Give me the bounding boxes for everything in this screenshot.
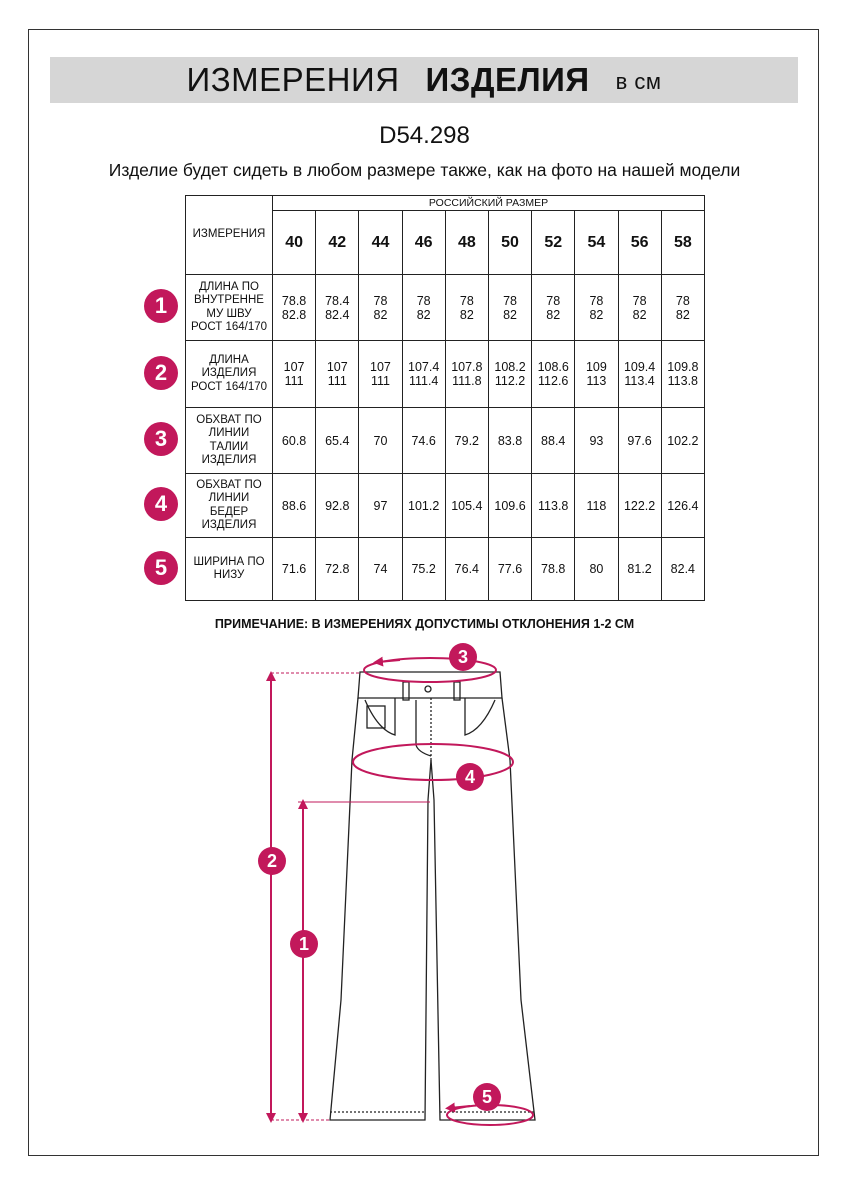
value-line: 107 bbox=[283, 360, 305, 374]
value-line: 76.4 bbox=[454, 562, 480, 576]
jeans-outline bbox=[330, 672, 535, 1120]
value-line: 109.8 bbox=[667, 360, 699, 374]
value-line: 113.8 bbox=[538, 498, 569, 513]
value-line: 78.8 bbox=[541, 562, 566, 576]
value-line: 78 bbox=[632, 293, 647, 308]
value-line: 74.6 bbox=[411, 433, 436, 448]
label-line: ТАЛИИ bbox=[209, 440, 249, 453]
fit-note: Изделие будет сидеть в любом размере также, как на фото на нашей модели bbox=[108, 160, 741, 180]
label-line: ОБХВАТ ПО bbox=[196, 413, 262, 426]
value-line: 78 bbox=[459, 293, 474, 308]
value-line: 111 bbox=[327, 374, 347, 388]
label-line: ИЗДЕЛИЯ bbox=[201, 454, 257, 466]
value-line: 108.2 bbox=[494, 360, 526, 374]
size-header: 48 bbox=[445, 211, 488, 275]
value-line: 78 bbox=[546, 293, 561, 308]
value-line: 82 bbox=[675, 307, 690, 322]
hip-ellipse bbox=[353, 744, 513, 780]
row-badge: 4 bbox=[144, 487, 178, 521]
value-line: 78 bbox=[503, 293, 517, 308]
label-line: МУ ШВУ bbox=[206, 307, 252, 320]
size-header: 40 bbox=[273, 211, 316, 275]
label-line: ОБХВАТ ПО bbox=[196, 478, 262, 491]
belt-loop-right bbox=[454, 682, 460, 700]
value-line: 111.8 bbox=[452, 374, 482, 388]
value-line: 126.4 bbox=[667, 498, 699, 513]
diagram-badge-waist: 3 bbox=[449, 643, 477, 671]
button bbox=[425, 686, 431, 692]
value-line: 83.8 bbox=[497, 433, 523, 448]
size-header: 50 bbox=[488, 211, 531, 275]
value-line: 82 bbox=[546, 307, 561, 322]
value-line: 74 bbox=[373, 562, 388, 576]
value-line: 122.2 bbox=[623, 498, 656, 513]
value-line: 107 bbox=[370, 360, 391, 374]
size-group-label: РОССИЙСКИЙ РАЗМЕР bbox=[273, 196, 705, 211]
value-line: 79.2 bbox=[454, 433, 480, 448]
value-line: 102.2 bbox=[667, 433, 699, 448]
value-line: 71.6 bbox=[281, 562, 307, 576]
value-line: 82 bbox=[416, 307, 431, 322]
value-line: 107 bbox=[326, 360, 348, 374]
value-line: 82 bbox=[459, 307, 474, 322]
value-line: 78.4 bbox=[325, 293, 350, 308]
value-line: 82 bbox=[632, 307, 647, 322]
value-line: 60.8 bbox=[281, 433, 307, 448]
label-line: РОСТ 164/170 bbox=[190, 380, 268, 393]
size-header: 54 bbox=[575, 211, 618, 275]
value-line: 105.4 bbox=[451, 498, 483, 513]
diagram-badge-hip: 4 bbox=[456, 763, 484, 791]
waistband bbox=[358, 672, 502, 698]
value-line: 111.4 bbox=[408, 374, 439, 388]
left-pocket bbox=[365, 698, 395, 735]
row-badge: 5 bbox=[144, 551, 178, 585]
value-line: 78 bbox=[373, 293, 388, 308]
label-line: ИЗДЕЛИЯ bbox=[201, 367, 257, 380]
diagram-badge-inseam: 1 bbox=[290, 930, 318, 958]
corner-label: ИЗМЕРЕНИЯ bbox=[186, 196, 273, 275]
value-line: 112.2 bbox=[494, 374, 526, 388]
diagram-badge-hem: 5 bbox=[473, 1083, 501, 1111]
value-line: 77.6 bbox=[497, 562, 523, 576]
value-line: 81.2 bbox=[627, 562, 652, 576]
label-line: ДЛИНА ПО bbox=[199, 280, 259, 293]
label-line: ИЗДЕЛИЯ bbox=[201, 519, 257, 531]
size-header: 46 bbox=[402, 211, 445, 275]
measurement-lines bbox=[271, 658, 533, 1125]
size-header: 42 bbox=[316, 211, 359, 275]
article-number: D54.298 bbox=[379, 122, 470, 149]
fly-curve bbox=[416, 700, 431, 756]
belt-loop-left bbox=[403, 682, 409, 700]
label-line: ДЛИНА bbox=[209, 353, 249, 366]
value-line: 107.4 bbox=[408, 360, 440, 374]
label-line: РОСТ 164/170 bbox=[190, 321, 268, 333]
size-header: 56 bbox=[618, 211, 661, 275]
right-pocket bbox=[465, 698, 495, 735]
value-line: 111 bbox=[370, 374, 390, 388]
value-line: 109 bbox=[585, 360, 607, 374]
value-line: 88.6 bbox=[281, 498, 307, 513]
value-line: 88.4 bbox=[541, 433, 566, 448]
value-line: 118 bbox=[586, 498, 607, 513]
value-line: 78 bbox=[416, 293, 431, 308]
title-part2: ИЗДЕЛИЯ bbox=[425, 61, 590, 98]
label-line: ЛИНИИ bbox=[208, 427, 250, 439]
size-header: 58 bbox=[661, 211, 704, 275]
row-badge: 1 bbox=[144, 289, 178, 323]
value-line: 107.8 bbox=[451, 360, 483, 374]
value-line: 75.2 bbox=[411, 562, 436, 576]
row-badge: 2 bbox=[144, 356, 178, 390]
value-line: 97 bbox=[373, 498, 388, 513]
value-line: 113.8 bbox=[667, 374, 699, 388]
value-line: 97.6 bbox=[627, 433, 652, 448]
value-line: 65.4 bbox=[325, 433, 350, 448]
diagram-badge-total-length: 2 bbox=[258, 847, 286, 875]
size-header: 44 bbox=[359, 211, 402, 275]
tolerance-note: ПРИМЕЧАНИЕ: В ИЗМЕРЕНИЯХ ДОПУСТИМЫ ОТКЛОНЕНИЯ 1-2 СМ bbox=[214, 617, 635, 631]
value-line: 111 bbox=[284, 374, 304, 388]
value-line: 112.6 bbox=[538, 374, 569, 388]
label-line: НИЗУ bbox=[213, 569, 245, 581]
value-line: 113.4 bbox=[624, 374, 655, 388]
value-line: 82.4 bbox=[325, 307, 350, 322]
title-part1: ИЗМЕРЕНИЯ bbox=[186, 61, 400, 98]
value-line: 109.6 bbox=[494, 498, 526, 513]
label-line: ВНУТРЕННЕ bbox=[194, 294, 264, 306]
row-badge: 3 bbox=[144, 422, 178, 456]
value-line: 82 bbox=[373, 307, 388, 322]
value-line: 82 bbox=[503, 307, 517, 322]
size-header: 52 bbox=[532, 211, 575, 275]
value-line: 82.4 bbox=[670, 562, 696, 576]
value-line: 78 bbox=[589, 293, 604, 308]
value-line: 72.8 bbox=[325, 562, 350, 576]
hem-arrow bbox=[450, 1106, 470, 1108]
value-line: 108.6 bbox=[537, 360, 569, 374]
value-line: 93 bbox=[589, 433, 604, 448]
value-line: 82.8 bbox=[281, 307, 307, 322]
value-line: 113 bbox=[586, 374, 607, 388]
value-line: 82 bbox=[589, 307, 604, 322]
label-line: ЛИНИИ bbox=[208, 492, 250, 504]
value-line: 78 bbox=[675, 293, 690, 308]
value-line: 101.2 bbox=[408, 498, 440, 513]
value-line: 92.8 bbox=[325, 498, 350, 513]
label-line: ШИРИНА ПО bbox=[193, 555, 265, 568]
left-leg bbox=[330, 698, 431, 1120]
value-line: 78.8 bbox=[281, 293, 307, 308]
value-line: 80 bbox=[589, 562, 604, 576]
value-line: 70 bbox=[373, 433, 388, 448]
right-leg bbox=[431, 698, 535, 1120]
label-line: БЕДЕР bbox=[209, 505, 249, 518]
title-unit: в см bbox=[615, 69, 662, 94]
value-line: 109.4 bbox=[623, 360, 656, 374]
waist-arrow bbox=[378, 660, 400, 662]
